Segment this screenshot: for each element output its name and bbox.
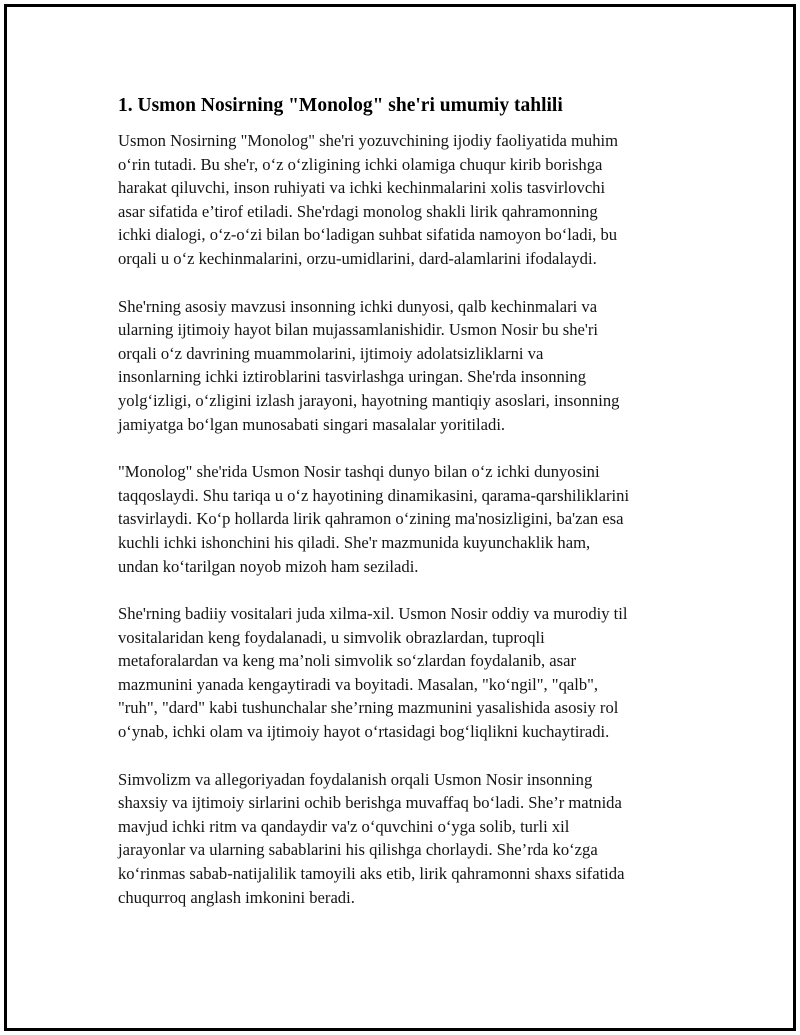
paragraph-line: shaxsiy va ijtimoiy sirlarini ochib berishga muvaffaq bo‘ladi. She’r matnida — [118, 793, 622, 813]
paragraph-line: Simvolizm va allegoriyadan foydalanish orqali Usmon Nosir insonning — [118, 769, 593, 789]
paragraph-line: She'rning asosiy mavzusi insonning ichki dunyosi, qalb kechinmalari va — [118, 296, 598, 316]
paragraph-line: "ruh", "dard" kabi tushunchalar she’rning mazmunini yasalishida asosiy rol — [118, 698, 619, 718]
paragraph-line: undan ko‘tarilgan noyob mizoh ham seziladi. — [118, 556, 419, 576]
body-paragraph — [118, 768, 688, 910]
paragraph-line: asar sifatida e’tirof etiladi. She'rdagi monolog shakli lirik qahramonning — [118, 201, 598, 221]
document-body — [118, 93, 688, 933]
paragraph-line: ko‘rinmas sabab-natijalilik tamoyili aks etib, lirik qahramonni shaxs sifatida — [118, 864, 625, 884]
body-paragraph — [118, 460, 688, 578]
paragraph-line: Usmon Nosirning "Monolog" she'ri yozuvchining ijodiy faoliyatida muhim — [118, 131, 619, 150]
paragraph-line: insonlarning ichki iztiroblarini tasvirlashga uringan. She'rda insonning — [118, 367, 586, 387]
body-paragraph — [118, 602, 688, 744]
paragraph-line: jamiyatga bo‘lgan munosabati singari masalalar yoritiladi. — [118, 414, 506, 434]
paragraph-line: chuqurroq anglash imkonini beradi. — [118, 887, 355, 907]
paragraph-line: ularning ijtimoiy hayot bilan mujassamlanishidir. Usmon Nosir bu she'ri — [118, 320, 599, 340]
paragraph-line: tasvirlaydi. Ko‘p hollarda lirik qahramon o‘zining ma'nosizligini, ba'zan esa — [118, 509, 624, 529]
paragraph-line: o‘ynab, ichki olam va ijtimoiy hayot o‘rtasidagi bog‘liqlikni kuchaytiradi. — [118, 722, 610, 742]
paragraph-line: orqali o‘z davrining muammolarini, ijtimoiy adolatsizliklarni va — [118, 343, 544, 363]
document-title: 1. Usmon Nosirning "Monolog" she'ri umumiy tahlili — [118, 95, 563, 116]
paragraph-line: ichki dialogi, o‘z-o‘zi bilan bo‘ladigan suhbat sifatida namoyon bo‘ladi, bu — [118, 225, 618, 245]
paragraph-line: "Monolog" she'rida Usmon Nosir tashqi dunyo bilan o‘z ichki dunyosini — [118, 462, 600, 482]
paragraph-line: mazmunini yanada kengaytiradi va boyitadi. Masalan, "ko‘ngil", "qalb", — [118, 674, 599, 694]
paragraph-list — [118, 129, 688, 909]
paragraph-line: She'rning badiiy vositalari juda xilma-xil. Usmon Nosir oddiy va murodiy til — [118, 604, 628, 624]
paragraph-line: harakat qiluvchi, inson ruhiyati va ichki kechinmalarini xolis tasvirlovchi — [118, 178, 606, 198]
body-paragraph — [118, 129, 688, 271]
paragraph-line: yolg‘izligi, o‘zligini izlash jarayoni, hayotning mantiqiy asoslari, insonning — [118, 390, 620, 410]
body-paragraph — [118, 295, 688, 437]
paragraph-line: vositalaridan keng foydalanadi, u simvolik obrazlardan, tuproqli — [118, 627, 545, 647]
paragraph-line: jarayonlar va ularning sabablarini his qilishga chorlaydi. She’rda ko‘zga — [118, 840, 598, 860]
paragraph-line: orqali u o‘z kechinmalarini, orzu-umidlarini, dard-alamlarini ifodalaydi. — [118, 248, 597, 268]
paragraph-line: mavjud ichki ritm va qandaydir va'z o‘quvchini o‘yga solib, turli xil — [118, 816, 570, 836]
paragraph-line: kuchli ichki ishonchini his qiladi. She'r mazmunida kuyunchaklik ham, — [118, 532, 591, 552]
paragraph-line: metaforalardan va keng ma’noli simvolik so‘zlardan foydalanib, asar — [118, 651, 577, 671]
paragraph-line: taqqoslaydi. Shu tariqa u o‘z hayotining dinamikasini, qarama-qarshiliklarini — [118, 485, 630, 505]
paragraph-line: o‘rin tutadi. Bu she'r, o‘z o‘zligining ichki olamiga chuqur kirib borishga — [118, 154, 603, 174]
